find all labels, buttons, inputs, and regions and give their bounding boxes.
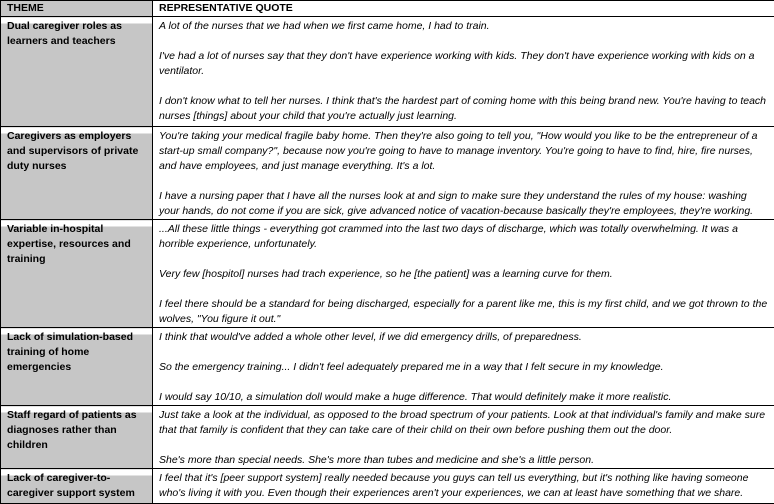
theme-label: Variable in-hospital expertise, resources and training [7,223,131,265]
theme-cell [1,127,153,220]
quote-column-header: REPRESENTATIVE QUOTE [153,1,774,17]
table-row [1,406,774,469]
quote-text: She's more than special needs. She's more than tubes and medicine and she's a little person. [159,453,770,468]
quote-text: I feel that it's [peer support system] really needed because you guys can tell us everything, but it's nothing like having someone who's living it with you. Even though their experiences aren't your experiences, we can at least have something that we share. [159,471,770,501]
quote-cell [153,469,774,504]
quote-text: I've had a lot of nurses say that they don't have experience working with kids. They don't have experience working with kids on a ventilator. [159,49,770,79]
theme-cell [1,328,153,406]
table-row [1,127,774,220]
quote-cell [153,17,774,127]
quote-text: I don't know what to tell her nurses. I think that's the hardest part of coming home with this being brand new. You're having to teach nurses [things] about your child that you're actually just learning. [159,94,770,124]
quote-text: So the emergency training... I didn't feel adequately prepared me in a way that I felt secure in my knowledge. [159,360,770,375]
quote-cell [153,220,774,328]
table-row [1,469,774,504]
theme-label: Lack of simulation-based training of home emergencies [7,331,133,373]
theme-label: Lack of caregiver-to-caregiver support system [7,472,135,499]
theme-cell [1,220,153,328]
theme-cell [1,469,153,504]
quote-text: ...All these little things - everything got crammed into the last two days of discharge, which was totally overwhelming. It was a horrible experience, unfortunately. [159,222,770,252]
quote-cell [153,406,774,469]
quote-text: I would say 10/10, a simulation doll would make a huge difference. That would definitely make it more realistic. [159,390,770,405]
quote-text: You're taking your medical fragile baby home. Then they're also going to tell you, "How would you like to be the entrepreneur of a start-up small company?", because now you're going to have to manage inventory. You're going to have to find, hire, fire nurses, and have employees, and just manage everything. It's a lot. [159,129,770,174]
quote-text: I think that would've added a whole other level, if we did emergency drills, of preparedness. [159,330,770,345]
theme-label: Staff regard of patients as diagnoses rather than children [7,409,137,451]
theme-column-header: THEME [1,1,153,17]
quote-cell [153,328,774,406]
theme-cell [1,406,153,469]
quote-cell [153,127,774,220]
quote-text: A lot of the nurses that we had when we first came home, I had to train. [159,19,770,34]
quote-text: I feel there should be a standard for being discharged, especially for a parent like me, this is my first child, and we got thrown to the wolves, "You figure it out." [159,297,770,327]
theme-label: Dual caregiver roles as learners and teachers [7,20,122,47]
theme-label: Caregivers as employers and supervisors of private duty nurses [7,130,138,172]
table-header-row [1,1,774,17]
table-row [1,17,774,127]
table-row [1,220,774,328]
table-row [1,328,774,406]
quote-text: I have a nursing paper that I have all the nurses look at and sign to make sure they understand the rules of my house: washing your hands, do not come if you are sick, give advanced notice of vacation-because basically they're employees, they're working. [159,189,770,219]
theme-cell [1,17,153,127]
quote-text: Very few [hospitol] nurses had trach experience, so he [the patient] was a learning curve for them. [159,267,770,282]
quote-text: Just take a look at the individual, as opposed to the broad spectrum of your patients. Look at that individual's family and make sure that that family is confident that they can take care of their child on their own before pushing them out the door. [159,408,770,438]
